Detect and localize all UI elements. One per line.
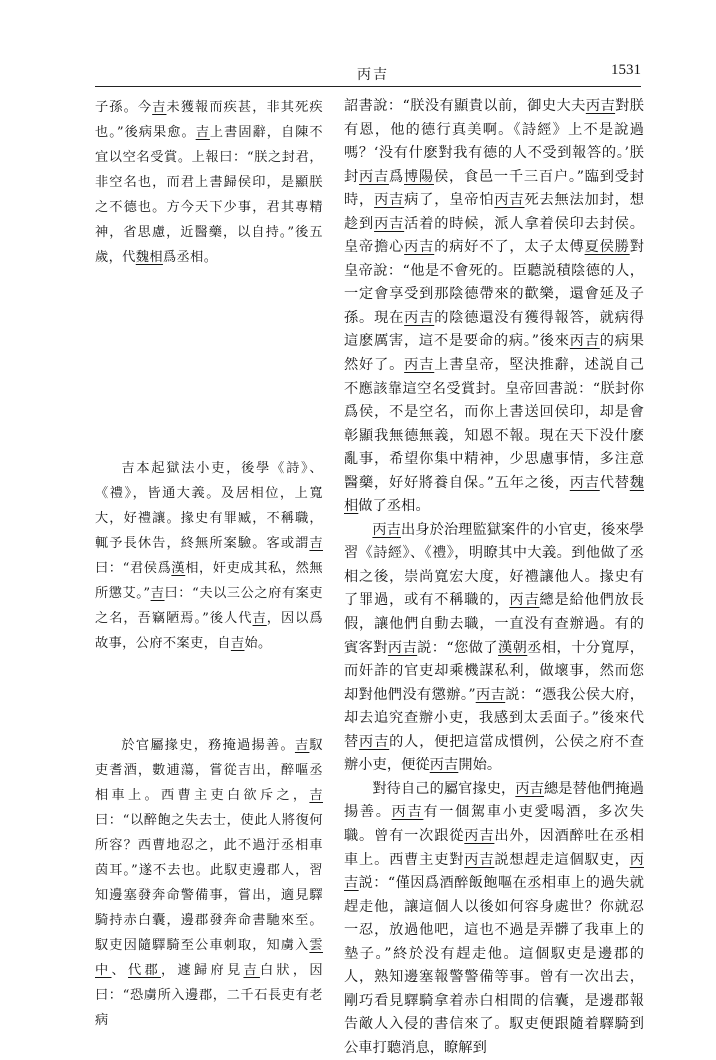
text-run: 對待自己的屬官掾史， bbox=[372, 780, 516, 797]
column-spacer bbox=[95, 270, 323, 456]
proper-name: 丙吉 bbox=[374, 192, 405, 209]
proper-name: 丙吉 bbox=[404, 239, 435, 256]
proper-name: 魏相 bbox=[344, 474, 645, 515]
text-run: 、 bbox=[111, 963, 128, 978]
proper-name: 丙吉 bbox=[464, 851, 495, 868]
proper-name: 代郡 bbox=[128, 963, 161, 978]
proper-name: 魏相 bbox=[135, 250, 163, 265]
proper-name: 吉 bbox=[243, 963, 260, 978]
proper-name: 丙吉 bbox=[372, 521, 401, 538]
text-run: 總是給他們放長假，讓他們自動去職，一直没有查辦過。有的賓客對 bbox=[344, 592, 644, 656]
text-run: 爲丞相。 bbox=[162, 250, 218, 265]
proper-name: 吉 bbox=[309, 536, 323, 551]
proper-name: 丙吉 bbox=[359, 168, 389, 185]
proper-name: 吉 bbox=[152, 100, 167, 115]
proper-name: 丙吉 bbox=[374, 215, 405, 232]
proper-name: 吉 bbox=[150, 586, 165, 601]
text-run: 的病果然好了。 bbox=[344, 333, 644, 374]
text-run: 曰：“君侯爲 bbox=[95, 561, 172, 576]
text-run: 活着的時候，派人拿着侯印去封侯。皇帝擔心 bbox=[344, 215, 644, 256]
proper-name: 吉 bbox=[294, 738, 310, 753]
classical-paragraph bbox=[95, 733, 323, 1033]
proper-name: 吉 bbox=[230, 636, 245, 651]
proper-name: 吉 bbox=[309, 788, 323, 803]
text-run: 有一個駕車小吏愛喝酒，多次失職。曾有一次跟從 bbox=[344, 804, 644, 844]
proper-name: 漢 bbox=[171, 561, 186, 576]
classical-paragraph bbox=[95, 95, 323, 270]
text-run: ，遽歸府見 bbox=[160, 963, 244, 978]
proper-name: 博陽 bbox=[403, 168, 434, 185]
classical-paragraph bbox=[95, 456, 323, 656]
page-header bbox=[95, 62, 641, 84]
text-run: 子孫。今 bbox=[95, 100, 153, 115]
proper-name: 丙吉 bbox=[475, 686, 506, 703]
text-run: 馭吏耆酒，數逋蕩，嘗從吉出，醉嘔丞相車上。西曹主吏白欲斥之， bbox=[95, 738, 323, 803]
text-run: 上書皇帝，堅決推辭，述説自己不應該靠這空名受賞封。皇帝回書説：“朕封你爲侯，不是空名，而你上書送回侯印，却是會彰顯我無德無義，知恩不報。現在天下没什麽亂事，希望你集中精神，少思慮事情，多注意醫藥，好好將養自保。”五年之後， bbox=[344, 357, 644, 491]
text-run: 做了丞相。 bbox=[358, 498, 430, 515]
text-run: 死去無法加封，想趁到 bbox=[344, 192, 644, 232]
text-run: 説想趕走這個馭吏， bbox=[494, 851, 630, 868]
translation-paragraph bbox=[344, 778, 644, 1060]
proper-name: 丙吉 bbox=[387, 639, 418, 656]
translation-paragraph bbox=[344, 95, 644, 519]
text-run: 曰：“夫以三公之府有案吏之名，吾竊陋焉。”後人代 bbox=[95, 586, 323, 626]
running-title: 丙吉 bbox=[357, 67, 389, 83]
proper-name: 漢朝 bbox=[498, 639, 528, 656]
translation-paragraph bbox=[344, 519, 644, 778]
text-run: 對皇帝說：“他是不會死的。臣聽説積陰德的人，一定會享受到那陰德帶來的歡樂，還會延及子孫。現在 bbox=[344, 239, 644, 326]
text-run: 出身於治理監獄案件的小官吏，後來學習《詩經》、《禮》，明瞭其中大義。到他做了丞相之後，崇尚寬宏大度，好禮讓他人。掾史有了罪過，或有不稱職的， bbox=[344, 521, 644, 609]
text-run: 侯，食邑一千三百户。”臨到受封時， bbox=[344, 168, 645, 209]
header-rule bbox=[95, 86, 641, 87]
text-run: 吉本起獄法小吏，後學《詩》、《禮》，皆通大義。及居相位，上寬大，好禮讓。掾史有罪臧，不稱職，輒予長休告，終無所案驗。客或謂 bbox=[95, 461, 323, 551]
proper-name: 丙吉 bbox=[585, 98, 616, 114]
proper-name: 丙吉 bbox=[344, 851, 644, 892]
classical-text-column bbox=[95, 95, 323, 1033]
text-run: 的人，便把這當成慣例，公侯之府不查辦小吏，便從 bbox=[344, 733, 645, 774]
proper-name: 丙吉 bbox=[429, 757, 459, 774]
text-run: 對朕有恩，他的德行真美啊。《詩經》上不是說過嗎？‘没有什麽對我有德的人不受到報答的。’朕封 bbox=[344, 98, 644, 185]
text-run: 説：“僅因爲酒醉飯飽嘔在丞相車上的過失就趕走他，讓這個人以後如何容身處世？你就忍一忍，放過他吧，這也不過是弄髒了我車上的墊子。”終於没有趕走他。這個馭吏是邊郡的人，熟知邊塞報警警備等事。曾有一次出去，剛巧看見驛騎拿着赤白相間的信囊，是邊郡報告敵人入侵的書信來了。馭吏便跟隨着驛騎到公車打聽消息，瞭解到 bbox=[344, 875, 644, 1056]
text-run: 出外，因酒醉吐在丞相車上。西曹主吏對 bbox=[344, 827, 644, 868]
proper-name: 雲中 bbox=[95, 938, 323, 978]
proper-name: 丙吉 bbox=[404, 309, 435, 326]
text-run: 於官屬掾史，務掩過揚善。 bbox=[121, 738, 295, 753]
text-run: 病了，皇帝怕 bbox=[404, 192, 495, 209]
column-spacer bbox=[95, 656, 323, 733]
proper-name: 吉 bbox=[252, 611, 267, 626]
proper-name: 丙吉 bbox=[494, 192, 525, 209]
proper-name: 吉 bbox=[195, 125, 210, 140]
text-run: 開始。 bbox=[458, 757, 502, 774]
proper-name: 丙吉 bbox=[391, 804, 424, 821]
proper-name: 夏侯勝 bbox=[584, 239, 630, 256]
text-run: 上書固辭，自陳不宜以空名受賞。上報曰：“朕之封君，非空名也，而君上書歸侯印，是顯朕之不德也。方今天下少事，君其專精神，省思慮，近醫藥，以自持。”後五歲，代 bbox=[95, 125, 324, 265]
text-run: 白狀，因曰：“恐虜所入邊郡，二千石長吏有老病 bbox=[95, 963, 323, 1028]
text-run: 代替 bbox=[599, 474, 630, 491]
proper-name: 丙吉 bbox=[515, 780, 544, 797]
text-run: 的陰德還没有獲得報答，就病得這麽厲害，這不是要命的病。”後來 bbox=[344, 309, 644, 350]
translation-column bbox=[344, 95, 644, 1060]
text-run: 詔書說：“朕没有顯貴以前，御史大夫 bbox=[344, 98, 586, 114]
text-run: 曰：“以醉飽之失去士，使此人將復何所容？西曹地忍之，此不過汙丞相車茵耳。”遂不去也。此馭吏邊郡人，習知邊塞發奔命警備事，嘗出，適見驛騎持赤白囊，邊郡發奔命書馳來至。馭吏因隨驛騎至公車刺取，知虜入 bbox=[95, 813, 323, 953]
text-run: 説：“憑我公侯大府，却去追究查辦小吏，我感到太丢面子。”後來代替 bbox=[344, 686, 644, 750]
text-run: 相，奸吏成其私，然無所懲艾。” bbox=[95, 561, 323, 601]
text-run: 丞相，十分寬厚，而奸詐的官吏却乘機謀私利，做壞事，然而您却對他們没有懲辦。” bbox=[344, 639, 644, 703]
proper-name: 丙吉 bbox=[509, 592, 540, 609]
text-run: 的病好不了，太子太傅 bbox=[434, 239, 585, 256]
text-run: 總是替他們掩過揚善。 bbox=[344, 780, 644, 821]
proper-name: 丙吉 bbox=[464, 827, 495, 844]
proper-name: 丙吉 bbox=[359, 733, 390, 750]
text-run: 爲 bbox=[388, 168, 404, 185]
proper-name: 丙吉 bbox=[569, 333, 600, 350]
proper-name: 丙吉 bbox=[404, 357, 435, 374]
page-number: 1531 bbox=[611, 62, 641, 78]
text-run: 説：“您做了 bbox=[417, 639, 499, 656]
text-run: 未獲報而疾甚，非其死疾也。”後病果愈。 bbox=[95, 100, 323, 140]
text-run: ，因以爲故事，公府不案吏，自 bbox=[95, 611, 323, 651]
proper-name: 丙吉 bbox=[569, 474, 600, 491]
text-run: 始。 bbox=[244, 636, 272, 651]
